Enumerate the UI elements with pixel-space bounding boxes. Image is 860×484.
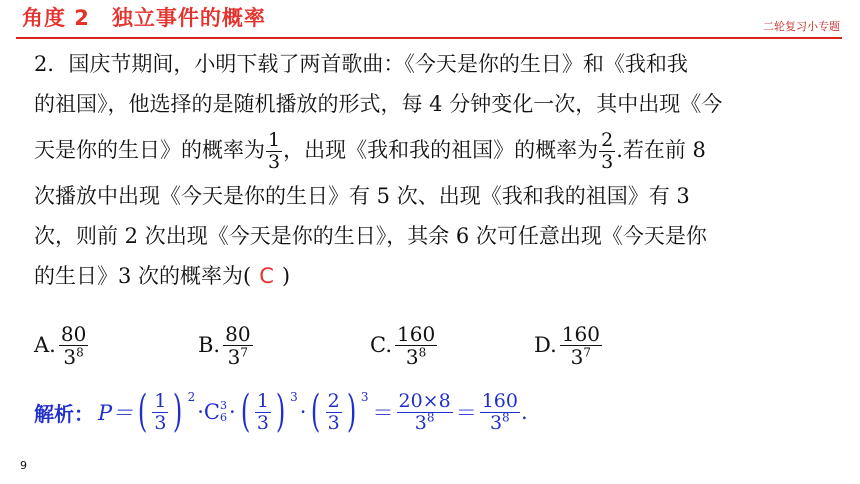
fraction-numerator: 80 bbox=[60, 321, 87, 346]
power-base: 3 bbox=[570, 344, 584, 369]
power-exponent: 8 bbox=[418, 344, 427, 359]
option-fraction bbox=[223, 321, 252, 369]
fraction bbox=[152, 389, 168, 434]
fraction-numerator: 1 bbox=[256, 389, 269, 412]
left-paren: ( bbox=[311, 386, 321, 437]
combination-indices bbox=[220, 400, 227, 424]
option-fraction bbox=[395, 321, 437, 369]
problem-text-segment: 天是你的生日》的概率为 bbox=[34, 138, 265, 162]
solution-label: 解析： bbox=[34, 401, 94, 426]
answer-options bbox=[34, 318, 814, 372]
fraction-numerator: 160 bbox=[561, 321, 600, 346]
problem-line bbox=[34, 124, 820, 176]
right-paren: ) bbox=[346, 386, 356, 437]
topic-tag: 二轮复习小专题 bbox=[763, 20, 840, 33]
fraction-denominator bbox=[395, 346, 437, 367]
problem-text bbox=[34, 44, 820, 296]
power-exponent: 7 bbox=[583, 344, 592, 359]
left-paren: ( bbox=[138, 386, 148, 437]
power-base: 3 bbox=[227, 344, 241, 369]
exponent: 3 bbox=[360, 390, 369, 404]
equals-sign: ＝ bbox=[455, 401, 477, 425]
solution bbox=[34, 382, 528, 442]
option-label: B. bbox=[198, 333, 221, 357]
equals-sign: ＝ bbox=[372, 401, 394, 425]
fraction-numerator: 20×8 bbox=[398, 389, 451, 412]
page-number: 9 bbox=[20, 459, 27, 472]
period: . bbox=[520, 400, 528, 424]
power-exponent: 7 bbox=[240, 344, 249, 359]
option-label: D. bbox=[534, 333, 557, 357]
option-d[interactable] bbox=[534, 318, 603, 372]
exponent: 3 bbox=[290, 390, 298, 404]
combination-sub: 6 bbox=[219, 411, 227, 424]
power-exponent: 8 bbox=[502, 410, 510, 425]
option-fraction bbox=[560, 321, 602, 369]
power-base: 3 bbox=[405, 344, 419, 369]
fraction-denominator: 3 bbox=[601, 151, 614, 173]
fraction-denominator bbox=[59, 346, 88, 367]
fraction-denominator bbox=[560, 346, 602, 367]
fraction bbox=[326, 389, 342, 434]
probability-symbol: P＝ bbox=[98, 401, 134, 425]
fraction-denominator: 3 bbox=[154, 411, 167, 434]
result-fraction bbox=[480, 389, 520, 434]
problem-text-segment: 的生日》3 次的概率为( bbox=[34, 264, 252, 288]
problem-text-segment: ，出现《我和我的祖国》的概率为 bbox=[283, 138, 599, 162]
fraction-denominator bbox=[397, 410, 453, 434]
answer-mark: C bbox=[259, 264, 274, 288]
fraction-numerator: 160 bbox=[397, 321, 436, 346]
parenthesized-fraction bbox=[307, 386, 359, 437]
problem-line bbox=[34, 256, 820, 296]
problem-line: 次，则前 2 次出现《今天是你的生日》，其余 6 次可任意出现《今天是你 bbox=[34, 224, 707, 248]
option-c[interactable] bbox=[370, 318, 438, 372]
option-label: A. bbox=[34, 333, 56, 357]
power-base: 3 bbox=[414, 411, 427, 434]
fraction-numerator: 2 bbox=[601, 129, 614, 151]
power-base: 3 bbox=[489, 411, 503, 434]
fraction-one-third bbox=[266, 131, 282, 172]
fraction-numerator: 1 bbox=[154, 389, 167, 412]
fraction-denominator bbox=[480, 410, 520, 434]
dot-operator: · bbox=[228, 400, 236, 424]
fraction-numerator: 1 bbox=[268, 129, 281, 151]
problem-text-segment: .若在前 8 bbox=[616, 138, 706, 162]
problem-text-segment: ) bbox=[281, 264, 291, 288]
option-b[interactable] bbox=[198, 318, 254, 372]
combination-sup: 3 bbox=[219, 399, 227, 412]
section-title: 角度 2 独立事件的概率 bbox=[22, 6, 266, 30]
result-fraction bbox=[397, 389, 453, 434]
left-paren: ( bbox=[240, 386, 250, 437]
right-paren: ) bbox=[173, 386, 183, 437]
parenthesized-fraction bbox=[134, 386, 186, 437]
problem-line: 2．国庆节期间，小明下载了两首歌曲：《今天是你的生日》和《我和我 bbox=[34, 52, 688, 76]
fraction-two-thirds bbox=[599, 131, 615, 172]
right-paren: ) bbox=[275, 386, 286, 437]
exponent: 2 bbox=[187, 390, 196, 404]
parenthesized-fraction bbox=[237, 386, 289, 437]
fraction-denominator: 3 bbox=[256, 411, 269, 434]
option-fraction bbox=[59, 321, 88, 369]
header-divider bbox=[16, 37, 842, 39]
dot-operator: · bbox=[299, 400, 307, 424]
fraction-numerator: 80 bbox=[225, 321, 251, 346]
fraction-numerator: 2 bbox=[327, 389, 340, 412]
power-base: 3 bbox=[63, 344, 77, 369]
fraction bbox=[255, 389, 271, 434]
option-a[interactable] bbox=[34, 318, 89, 372]
problem-line: 的祖国》，他选择的是随机播放的形式，每 4 分钟变化一次，其中出现《今 bbox=[34, 92, 723, 116]
option-label: C. bbox=[370, 333, 392, 357]
fraction-denominator: 3 bbox=[327, 411, 340, 434]
power-exponent: 8 bbox=[426, 410, 435, 425]
combination-symbol: ·C bbox=[197, 400, 220, 424]
problem-line: 次播放中出现《今天是你的生日》有 5 次、出现《我和我的祖国》有 3 bbox=[34, 184, 690, 208]
power-exponent: 8 bbox=[76, 344, 84, 359]
fraction-denominator: 3 bbox=[268, 151, 281, 173]
fraction-numerator: 160 bbox=[481, 389, 518, 412]
fraction-denominator bbox=[223, 346, 252, 367]
